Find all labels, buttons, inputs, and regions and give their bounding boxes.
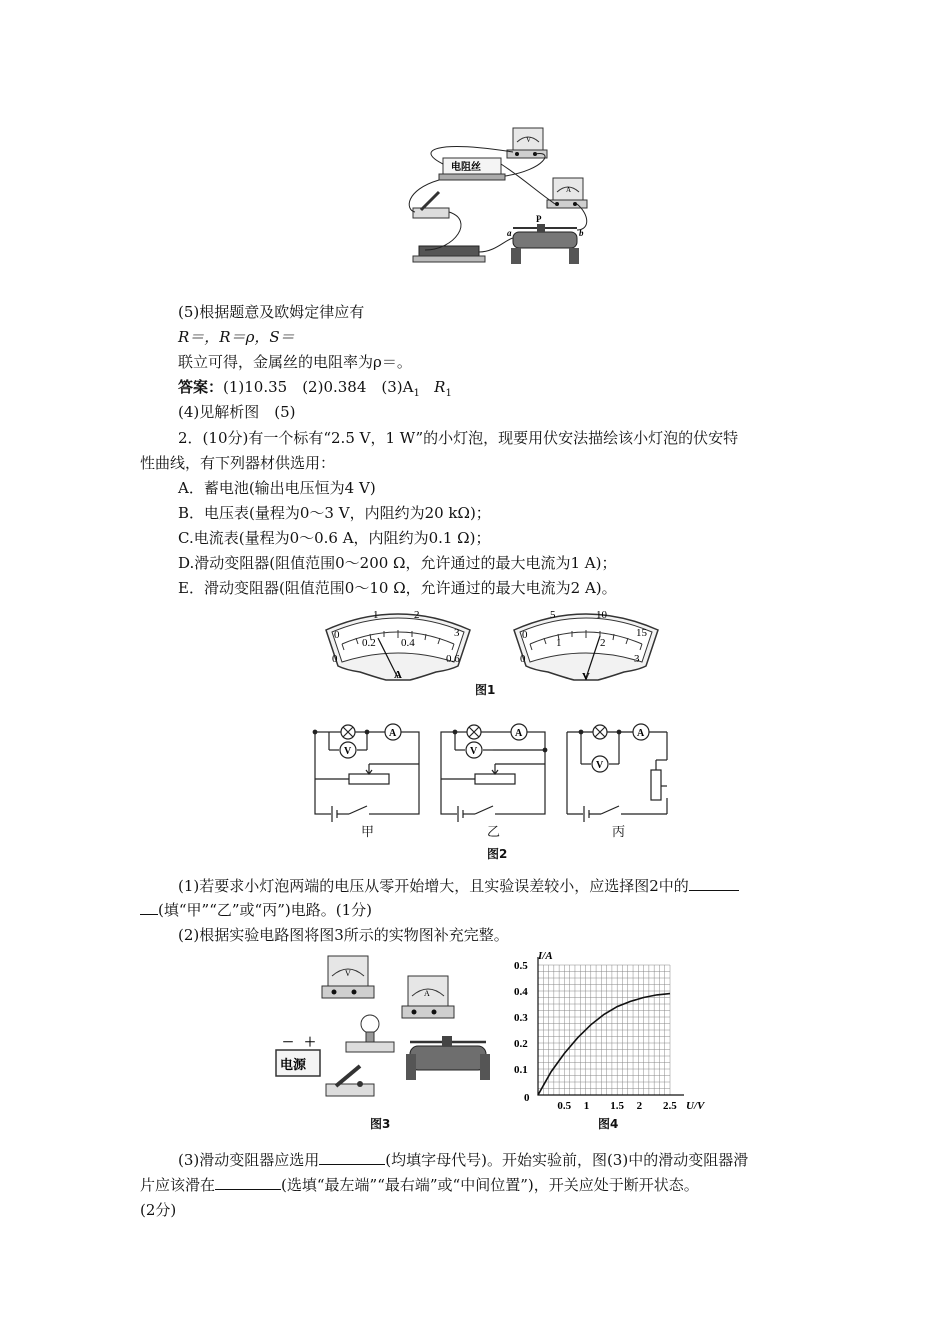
- voltmeter-dial: [514, 609, 658, 683]
- part3-line3: (2分): [140, 1201, 177, 1219]
- figure4-caption: 图4: [598, 1117, 619, 1131]
- option-d: D.滑动变阻器(阻值范围0～200 Ω，允许通过的最大电流为1 A)；: [178, 554, 617, 572]
- circuit-jia: [313, 724, 419, 822]
- solution-step5-intro: (5)根据题意及欧姆定律应有: [178, 303, 365, 321]
- svg-text:电源: 电源: [280, 1057, 307, 1072]
- svg-text:0.2: 0.2: [362, 637, 376, 649]
- option-e: E．滑动变阻器(阻值范围0～10 Ω，允许通过的最大电流为2 A)。: [178, 579, 617, 597]
- ammeter-dial: [326, 609, 470, 681]
- part3-line2a: 片应该滑在: [140, 1176, 216, 1194]
- figure2-circuits: [305, 720, 685, 840]
- fig4-grid: [538, 957, 684, 1095]
- fig3-switch: [326, 1066, 374, 1096]
- svg-text:V: V: [345, 969, 351, 978]
- part3-line1: [178, 1150, 748, 1170]
- fig4-x-tick-label: 1: [583, 1100, 590, 1112]
- question2-stem-line1: 2．(10分)有一个标有“2.5 V，1 W”的小灯泡，现要用伏安法描绘该小灯泡的伏安特: [178, 429, 739, 447]
- fig4-y-tick-label: 0.3: [514, 1012, 528, 1024]
- solution-resistivity: 联立可得，金属丝的电阻率为ρ＝。: [178, 353, 412, 371]
- fig4-ylabel: I/A: [538, 950, 553, 962]
- part3-answer-blank-1[interactable]: [319, 1150, 385, 1165]
- svg-text:A: A: [637, 728, 645, 739]
- part2-text: (2)根据实验电路图将图3所示的实物图补充完整。: [178, 926, 509, 944]
- svg-text:P: P: [536, 214, 542, 224]
- part1-line2: [140, 900, 372, 920]
- svg-text:A: A: [389, 728, 397, 739]
- fig4-y-tick-label: 0.1: [514, 1064, 528, 1076]
- svg-text:2: 2: [600, 637, 606, 649]
- option-c: C.电流表(量程为0～0.6 A，内阻约为0.1 Ω)；: [178, 529, 491, 547]
- figure4-chart: [510, 945, 720, 1120]
- answer-r: R: [434, 378, 446, 396]
- option-a: A．蓄电池(输出电压恒为4 V): [178, 479, 376, 497]
- svg-text:0: 0: [520, 653, 526, 665]
- svg-text:电阻丝: 电阻丝: [451, 162, 481, 173]
- part1-line1-text: (1)若要求小灯泡两端的电压从零开始增大，且实验误差较小，应选择图2中的: [178, 877, 689, 895]
- fig3-voltmeter: [322, 956, 374, 998]
- fig4-x-tick-label: 0.5: [557, 1100, 572, 1112]
- fig4-series-line: [538, 994, 670, 1095]
- circuit-label-bing: 丙: [612, 825, 626, 840]
- svg-text:0.4: 0.4: [401, 637, 415, 649]
- part1-line2-text: (填“甲”“乙”或“丙”)电路。(1分): [158, 901, 372, 919]
- fig3-bulb: [346, 1015, 394, 1052]
- svg-text:V: V: [526, 136, 532, 144]
- svg-text:A: A: [394, 669, 402, 681]
- svg-text:V: V: [344, 746, 352, 757]
- svg-text:b: b: [579, 228, 584, 238]
- battery-device: [413, 246, 485, 262]
- fig3-power-source: [276, 1035, 320, 1076]
- circuit-yi: [441, 724, 547, 822]
- part3-answer-blank-2[interactable]: [215, 1175, 281, 1190]
- circuit-label-jia: 甲: [361, 825, 375, 840]
- svg-text:3: 3: [634, 653, 640, 665]
- svg-text:V: V: [470, 746, 478, 757]
- svg-text:1: 1: [556, 637, 562, 649]
- figure3-caption: 图3: [370, 1117, 391, 1131]
- fig4-xlabel: U/V: [686, 1100, 705, 1112]
- part3-line1b: (均填字母代号)。开始实验前，图(3)中的滑动变阻器滑: [385, 1151, 749, 1169]
- svg-text:3: 3: [454, 627, 460, 639]
- svg-text:0: 0: [522, 629, 528, 641]
- top-apparatus-figure: [395, 120, 595, 270]
- svg-text:2: 2: [414, 609, 420, 621]
- svg-text:＋: ＋: [304, 1035, 317, 1049]
- svg-text:5: 5: [550, 609, 556, 621]
- svg-text:A: A: [424, 989, 430, 998]
- fig3-ammeter: [402, 976, 454, 1018]
- fig4-y-tick-label: 0.5: [514, 960, 528, 972]
- part3-line2: [140, 1175, 699, 1195]
- question2-stem-line2: 性曲线，有下列器材供选用：: [140, 454, 336, 472]
- figure2-caption: 图2: [487, 847, 508, 861]
- option-b: B．电压表(量程为0～3 V，内阻约为20 kΩ)；: [178, 504, 491, 522]
- svg-text:A: A: [566, 186, 572, 194]
- rheostat-device: [507, 214, 584, 264]
- fig3-rheostat: [406, 1036, 490, 1080]
- fig4-x-tick-label: 2: [636, 1100, 643, 1112]
- fig4-axes: [538, 957, 684, 1095]
- solution-answer-line2: (4)见解析图 (5): [178, 403, 296, 421]
- answer-text: (1)10.35 (2)0.384 (3)A: [223, 378, 414, 396]
- svg-text:0.6: 0.6: [446, 653, 460, 665]
- fig4-y-tick-label: 0.4: [514, 986, 528, 998]
- fig4-y-tick-label: 0.2: [514, 1038, 528, 1050]
- figure1-caption: 图1: [475, 683, 496, 697]
- part1-line1: [178, 876, 739, 896]
- part3-line2b: (选填“最左端”“最右端”或“中间位置”)，开关应处于断开状态。: [281, 1176, 699, 1194]
- svg-text:1: 1: [373, 609, 379, 621]
- fig4-x-tick-label: 2.5: [663, 1100, 677, 1112]
- fig4-x-tick-label: 1.5: [610, 1100, 624, 1112]
- svg-text:A: A: [515, 728, 523, 739]
- part3-line1a: (3)滑动变阻器应选用: [178, 1151, 320, 1169]
- svg-text:V: V: [582, 671, 590, 683]
- circuit-bing: [567, 724, 667, 822]
- knife-switch: [413, 192, 449, 218]
- resistance-wire-board: [439, 158, 505, 180]
- svg-text:0: 0: [332, 653, 338, 665]
- fig4-origin: 0: [524, 1092, 530, 1104]
- svg-text:10: 10: [596, 609, 607, 621]
- answer-sub2: 1: [445, 388, 452, 399]
- svg-text:V: V: [596, 760, 604, 771]
- solution-formula-r: R＝，R＝ρ，S＝: [178, 328, 295, 346]
- ammeter-device: [547, 178, 587, 208]
- answer-label: 答案：: [178, 378, 224, 396]
- part1-answer-blank-cont[interactable]: [140, 900, 158, 915]
- circuit-label-yi: 乙: [487, 825, 501, 840]
- svg-text:0: 0: [334, 629, 340, 641]
- svg-text:15: 15: [636, 627, 647, 639]
- figure3-apparatus: [270, 950, 500, 1110]
- svg-text:a: a: [507, 228, 512, 238]
- svg-text:－: －: [282, 1035, 295, 1049]
- part1-answer-blank[interactable]: [689, 876, 739, 891]
- answer-sub1: 1: [413, 388, 420, 399]
- solution-answer: [178, 377, 452, 404]
